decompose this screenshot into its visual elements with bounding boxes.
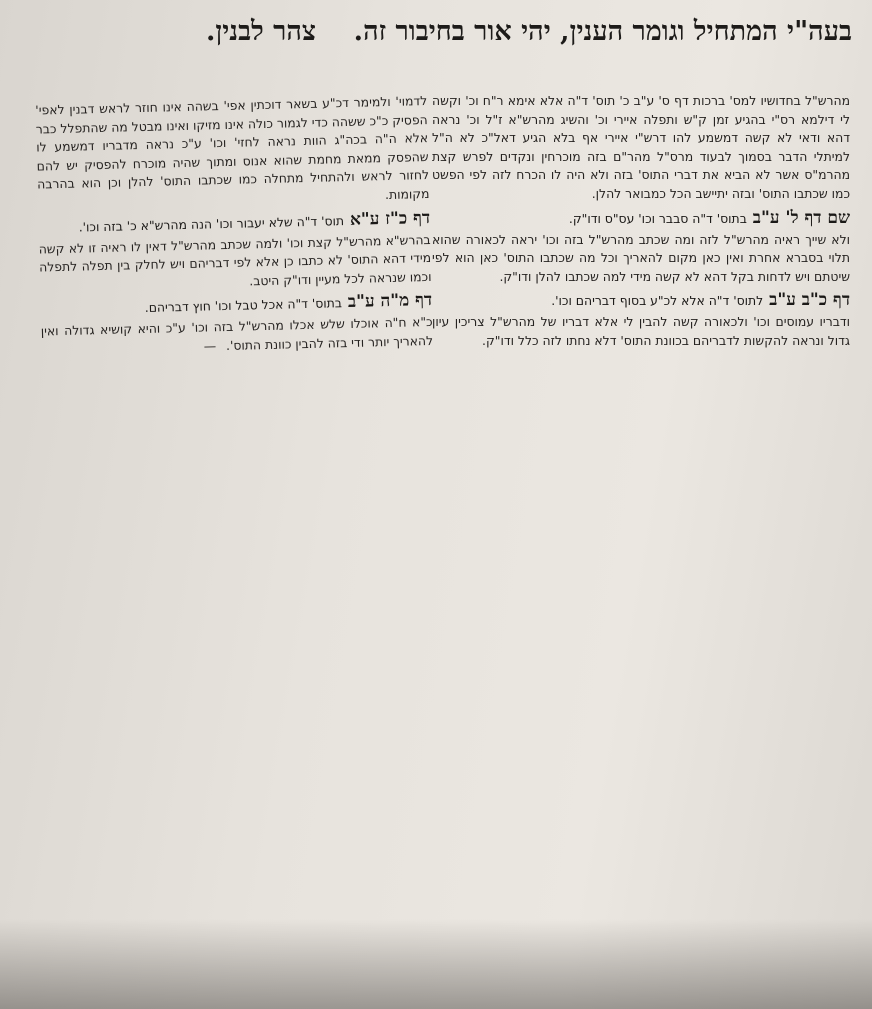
- right-paragraph-3: ודבריו עמוסים וכו' ולכאורה קשה להבין לי אלא דבריו של מהרש"ל צריכין עיון גדול ונראה להקשות לדבריהם בכוונת התוס' דלא נחתו לזה כלל ודו"ק.: [432, 314, 850, 348]
- end-mark: —: [203, 338, 217, 354]
- left-heading-1-title: דף כ"ז ע"א: [349, 207, 431, 230]
- page-header: [60, 14, 852, 90]
- left-heading-2-rest: בתוס' ד"ה אכל טבל וכו' חוץ דבריהם.: [144, 295, 343, 316]
- header-line-1: [60, 14, 852, 50]
- header-title: בעה"י המתחיל וגומר הענין, יהי אור בחיבור זה.: [353, 16, 852, 47]
- left-paragraph-3-text: כ"א ח"ה אוכלו שלש אכלו מהרש"ל בזה וכו' ע"כ והיא קושיא גדולה ואין להאריך יותר ודי בזה להבין כוונת התוס'.: [40, 314, 434, 353]
- right-heading-1-title: שם דף ל' ע"ב: [752, 207, 850, 228]
- right-section-heading-1: [432, 207, 850, 230]
- right-heading-2-rest: לתוס' ד"ה אלא לכ"ע בסוף דבריהם וכו'.: [551, 293, 764, 309]
- right-column: [432, 92, 850, 952]
- left-paragraph-2: בהרש"א מהרש"ל קצת וכו' ולמה שכתב מהרש"ל דאין לו ראיה זו לא קשה מידי דהא התוס' לא כתבו כן אלא לפי דבריהם ויש לחלק בין תפלה לתפלה וכמו שנראה לכל מעיין ודו"ק היטב.: [38, 231, 432, 289]
- right-paragraph-2: ולא שייך ראיה מהרש"ל לזה ומה שכתב מהרש"ל בזה וכו' יראה לכאורה שהוא תלוי בסברא אחרת ואין כאן מקום להאריך וכל מה שכתבו התוס' כאן הוא לפי שיטתם ויש לדחות בקל דהא לא קשה מידי למה שכתבו להלן ודו"ק.: [432, 231, 850, 284]
- left-heading-2-title: דף מ"ה ע"ב: [347, 290, 433, 313]
- left-paragraph-1: לדמוי' ולמימר דכ"ע בשאר דוכתין אפי' בשהה אינו חוזר לראש דבנין לאפי' הפסיק כ"כ ששהה כדי לגמור כולה אינו מזיקו ואינו מבטל מה שהתפלל כבר אלא ה"ה בכה"ג הוות נראה לחזי' וכו' ע"כ נראה מדבריו דמשמע לו שהפסק ממאת מחמת שהוא אנוס ומתוך שהיה מוכרח להפסיק יש להם לחזור לראש ולהתחיל מתחלה כמו שכתבו התוס' להלן וכן הוא בהרבה מקומות.: [35, 92, 430, 203]
- right-section-heading-2: [432, 289, 850, 312]
- left-heading-1-rest: תוס' ד"ה שלא יעבור וכו' הנה מהרש"א כ' בזה וכו'.: [78, 212, 345, 235]
- right-heading-2-title: דף כ"ב ע"ב: [769, 290, 850, 311]
- header-subtitle: צהר לבנין.: [205, 16, 317, 47]
- right-heading-1-rest: בתוס' ד"ה סבבר וכו' עס"ס ודו"ק.: [568, 210, 747, 226]
- page-bottom-shadow: [0, 919, 872, 1009]
- left-column: [35, 92, 447, 931]
- right-paragraph-1: מהרש"ל בחדושיו למס' ברכות דף ס' ע"ב כ' תוס' ד"ה אלא אימא ר"ח וכ' וקשה לי דילמא רס"י בהגיע זמן ק"ש ותפלה איירי וכ' והשיג מהרש"א ז"ל וכ' נראה דהא ודאי לא קשה דמשמע להו דרש"י איירי אף בלא הגיע דאל"כ לא ה"ל למיתלי הדבר בסמוך לבעוד מרס"ל מהר"ם בזה מוכרחין ונקדים לפרש קצת מהרמ"ס אשר לא הביא את דברי התוס' בזה ולא היה לו הכרח לזה לפי הפשט כמו שכתבו התוס' ובזה יתיישב הכל כמבואר להלן.: [432, 93, 850, 201]
